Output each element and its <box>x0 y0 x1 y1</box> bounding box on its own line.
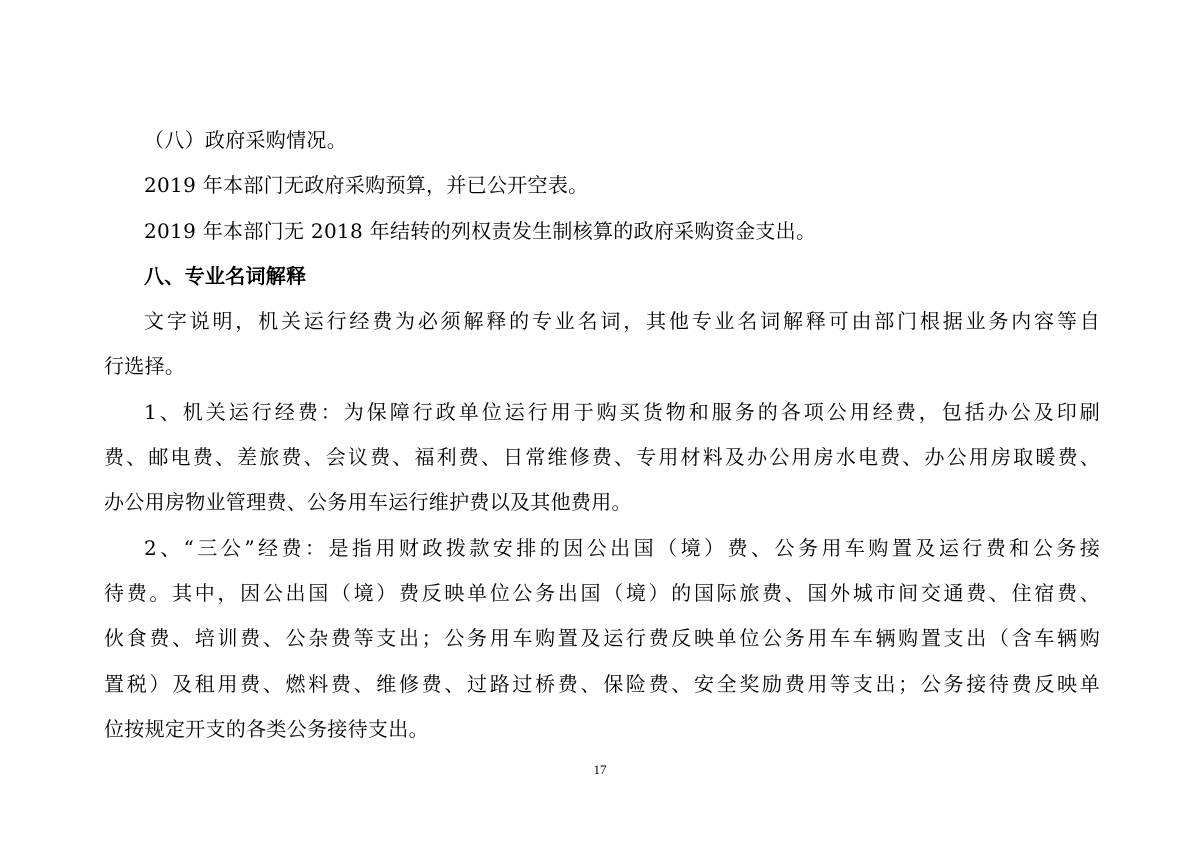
paragraph-three-public-line-3: 伙食费、培训费、公杂费等支出；公务用车购置及运行费反映单位公务用车车辆购置支出（含车辆购 <box>104 626 1100 651</box>
paragraph-terms-intro-line-1: 文字说明，机关运行经费为必须解释的专业名词，其他专业名词解释可由部门根据业务内容等自 <box>144 309 1100 334</box>
paragraph-terms-intro-line-2: 行选择。 <box>104 354 186 379</box>
page-number: 17 <box>593 762 607 777</box>
section-heading-terms: 八、专业名词解释 <box>144 263 307 288</box>
section-heading-procurement: （八）政府采购情况。 <box>144 128 347 152</box>
paragraph-operating-cost-line-2: 费、邮电费、差旅费、会议费、福利费、日常维修费、专用材料及办公用房水电费、办公用房取暖费、 <box>104 445 1100 470</box>
paragraph-three-public-line-5: 位按规定开支的各类公务接待支出。 <box>104 716 429 741</box>
paragraph-procurement-expenditure: 2019 年本部门无 2018 年结转的列权责发生制核算的政府采购资金支出。 <box>144 218 817 243</box>
paragraph-procurement-budget: 2019 年本部门无政府采购预算，并已公开空表。 <box>144 173 589 198</box>
paragraph-three-public-line-4: 置税）及租用费、燃料费、维修费、过路过桥费、保险费、安全奖励费用等支出；公务接待费反映单 <box>104 671 1100 696</box>
paragraph-three-public-line-1: 2、“三公”经费：是指用财政拨款安排的因公出国（境）费、公务用车购置及运行费和公务接 <box>144 535 1100 560</box>
paragraph-three-public-line-2: 待费。其中，因公出国（境）费反映单位公务出国（境）的国际旅费、国外城市间交通费、住宿费、 <box>104 580 1100 605</box>
document-body <box>104 118 1100 752</box>
paragraph-operating-cost-line-1: 1、机关运行经费：为保障行政单位运行用于购买货物和服务的各项公用经费，包括办公及印刷 <box>144 399 1100 424</box>
paragraph-operating-cost-line-3: 办公用房物业管理费、公务用车运行维护费以及其他费用。 <box>104 490 632 515</box>
